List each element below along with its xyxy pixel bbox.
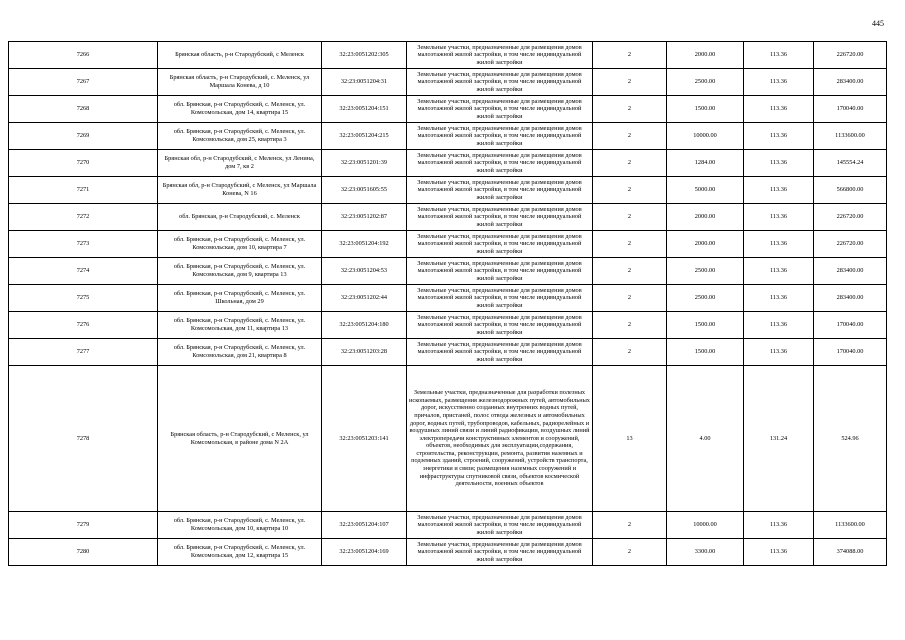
row-number-cell: 7268: [9, 96, 158, 123]
land-use-cell: Земельные участки, предназначенные для размещения домов малоэтажной жилой застройки, в том числе индивидуальной жилой застройки: [407, 539, 593, 566]
row-number-cell: 7278: [9, 366, 158, 512]
land-value-table: [8, 41, 887, 566]
row-number-cell: 7274: [9, 258, 158, 285]
cadastral-value-cell: 1133600.00: [814, 512, 887, 539]
land-use-cell: Земельные участки, предназначенные для размещения домов малоэтажной жилой застройки, в том числе индивидуальной жилой застройки: [407, 42, 593, 69]
category-cell: 2: [593, 150, 667, 177]
table-row: [9, 539, 887, 566]
area-cell: 2000.00: [667, 231, 744, 258]
address-cell: Брянская область, р-н Стародубский, с Меленск: [158, 42, 322, 69]
rate-cell: 113.36: [744, 339, 814, 366]
category-cell: 2: [593, 285, 667, 312]
row-number-cell: 7279: [9, 512, 158, 539]
area-cell: 1500.00: [667, 312, 744, 339]
land-use-cell: Земельные участки, предназначенные для размещения домов малоэтажной жилой застройки, в том числе индивидуальной жилой застройки: [407, 285, 593, 312]
table-row: [9, 339, 887, 366]
table-row: [9, 42, 887, 69]
page-number: 445: [872, 19, 884, 28]
cadastral-number-cell: 32:23:0051204:151: [322, 96, 407, 123]
cadastral-value-cell: 566800.00: [814, 177, 887, 204]
cadastral-value-cell: 145554.24: [814, 150, 887, 177]
land-use-cell: Земельные участки, предназначенные для разработки полезных ископаемых, размещения железнодорожных путей, автомобильных дорог, искусственно созданных внутренних водных путей, причалов, пристаней, полос отвода железных и автомобильных дорог, водных путей, трубопроводов, кабельных, радиорелейных и воздушных линий связи и линий радиофикации, воздушных линий электропередачи конструктивных элементов и сооружений, объектов, необходимых для эксплуатации,содержания, строительства, реконструкции, ремонта, развития наземных и подземных зданий, строений, сооружений, устройств транспорта, энергетики и связи; размещения наземных сооружений и инфраструктуры спутниковой связи, объектов космической деятельности, военных объектов: [407, 366, 593, 512]
address-cell: Брянская обл, р-н Стародубский, с Меленск, ул Ленина, дом 7, кв 2: [158, 150, 322, 177]
row-number-cell: 7272: [9, 204, 158, 231]
table-row: [9, 366, 887, 512]
cadastral-number-cell: 32:23:0051204:53: [322, 258, 407, 285]
row-number-cell: 7276: [9, 312, 158, 339]
cadastral-value-cell: 1133600.00: [814, 123, 887, 150]
rate-cell: 113.36: [744, 69, 814, 96]
address-cell: обл. Брянская, р-н Стародубский, с. Меленск: [158, 204, 322, 231]
cadastral-value-cell: 283400.00: [814, 69, 887, 96]
land-use-cell: Земельные участки, предназначенные для размещения домов малоэтажной жилой застройки, в том числе индивидуальной жилой застройки: [407, 204, 593, 231]
rate-cell: 113.36: [744, 231, 814, 258]
area-cell: 2500.00: [667, 69, 744, 96]
land-use-cell: Земельные участки, предназначенные для размещения домов малоэтажной жилой застройки, в том числе индивидуальной жилой застройки: [407, 231, 593, 258]
category-cell: 2: [593, 204, 667, 231]
address-cell: обл. Брянская, р-н Стародубский, с. Меленск, ул. Комсомольская, дом 12, квартира 15: [158, 539, 322, 566]
area-cell: 3300.00: [667, 539, 744, 566]
land-use-cell: Земельные участки, предназначенные для размещения домов малоэтажной жилой застройки, в том числе индивидуальной жилой застройки: [407, 177, 593, 204]
land-use-cell: Земельные участки, предназначенные для размещения домов малоэтажной жилой застройки, в том числе индивидуальной жилой застройки: [407, 150, 593, 177]
land-use-cell: Земельные участки, предназначенные для размещения домов малоэтажной жилой застройки, в том числе индивидуальной жилой застройки: [407, 96, 593, 123]
cadastral-value-cell: 524.96: [814, 366, 887, 512]
cadastral-number-cell: 32:23:0051605:55: [322, 177, 407, 204]
cadastral-number-cell: 32:23:0051204:215: [322, 123, 407, 150]
cadastral-number-cell: 32:23:0051204:31: [322, 69, 407, 96]
address-cell: обл. Брянская, р-н Стародубский, с. Меленск, ул. Школьная, дом 29: [158, 285, 322, 312]
category-cell: 2: [593, 69, 667, 96]
row-number-cell: 7269: [9, 123, 158, 150]
table-row: [9, 204, 887, 231]
table-row: [9, 285, 887, 312]
table-row: [9, 258, 887, 285]
cadastral-value-cell: 226720.00: [814, 231, 887, 258]
table-row: [9, 512, 887, 539]
area-cell: 2000.00: [667, 204, 744, 231]
cadastral-number-cell: 32:23:0051203:141: [322, 366, 407, 512]
rate-cell: 113.36: [744, 204, 814, 231]
rate-cell: 113.36: [744, 150, 814, 177]
address-cell: Брянская обл, р-н Стародубский, с Меленск, ул Маршала Конева, N 16: [158, 177, 322, 204]
row-number-cell: 7271: [9, 177, 158, 204]
row-number-cell: 7277: [9, 339, 158, 366]
category-cell: 13: [593, 366, 667, 512]
row-number-cell: 7275: [9, 285, 158, 312]
table-row: [9, 177, 887, 204]
cadastral-number-cell: 32:23:0051202:87: [322, 204, 407, 231]
table-row: [9, 123, 887, 150]
row-number-cell: 7267: [9, 69, 158, 96]
category-cell: 2: [593, 312, 667, 339]
cadastral-number-cell: 32:23:0051204:180: [322, 312, 407, 339]
land-use-cell: Земельные участки, предназначенные для размещения домов малоэтажной жилой застройки, в том числе индивидуальной жилой застройки: [407, 258, 593, 285]
row-number-cell: 7280: [9, 539, 158, 566]
area-cell: 2500.00: [667, 258, 744, 285]
address-cell: обл. Брянская, р-н Стародубский, с. Меленск, ул. Комсомольская, дом 25, квартира 3: [158, 123, 322, 150]
category-cell: 2: [593, 258, 667, 285]
row-number-cell: 7273: [9, 231, 158, 258]
rate-cell: 131.24: [744, 366, 814, 512]
address-cell: обл. Брянская, р-н Стародубский, с. Меленск, ул. Комсомольская, дом 14, квартира 15: [158, 96, 322, 123]
table-row: [9, 69, 887, 96]
category-cell: 2: [593, 539, 667, 566]
rate-cell: 113.36: [744, 285, 814, 312]
cadastral-value-cell: 226720.00: [814, 204, 887, 231]
address-cell: обл. Брянская, р-н Стародубский, с. Меленск, ул. Комсомольская, дом 10, квартира 7: [158, 231, 322, 258]
category-cell: 2: [593, 512, 667, 539]
rate-cell: 113.36: [744, 539, 814, 566]
cadastral-value-cell: 170040.00: [814, 339, 887, 366]
cadastral-value-cell: 283400.00: [814, 285, 887, 312]
area-cell: 2500.00: [667, 285, 744, 312]
address-cell: обл. Брянская, р-н Стародубский, с. Меленск, ул. Комсомольская, дом 11, квартира 13: [158, 312, 322, 339]
row-number-cell: 7266: [9, 42, 158, 69]
rate-cell: 113.36: [744, 42, 814, 69]
address-cell: Брянская область, р-н Стародубский, с Меленск, ул Комсомольская, в районе дома N 2А: [158, 366, 322, 512]
table-row: [9, 96, 887, 123]
category-cell: 2: [593, 231, 667, 258]
address-cell: Брянская область, р-н Стародубский, с. Меленск, ул Маршала Конева, д 10: [158, 69, 322, 96]
cadastral-number-cell: 32:23:0051201:39: [322, 150, 407, 177]
rate-cell: 113.36: [744, 312, 814, 339]
row-number-cell: 7270: [9, 150, 158, 177]
area-cell: 2000.00: [667, 42, 744, 69]
cadastral-value-cell: 226720.00: [814, 42, 887, 69]
land-use-cell: Земельные участки, предназначенные для размещения домов малоэтажной жилой застройки, в том числе индивидуальной жилой застройки: [407, 312, 593, 339]
land-use-cell: Земельные участки, предназначенные для размещения домов малоэтажной жилой застройки, в том числе индивидуальной жилой застройки: [407, 69, 593, 96]
address-cell: обл. Брянская, р-н Стародубский, с. Меленск, ул. Комсомольская, дом 21, квартира 8: [158, 339, 322, 366]
cadastral-value-cell: 170040.00: [814, 312, 887, 339]
rate-cell: 113.36: [744, 96, 814, 123]
rate-cell: 113.36: [744, 512, 814, 539]
area-cell: 10000.00: [667, 123, 744, 150]
cadastral-number-cell: 32:23:0051204:107: [322, 512, 407, 539]
rate-cell: 113.36: [744, 177, 814, 204]
cadastral-value-cell: 283400.00: [814, 258, 887, 285]
category-cell: 2: [593, 96, 667, 123]
cadastral-number-cell: 32:23:0051204:192: [322, 231, 407, 258]
area-cell: 1500.00: [667, 339, 744, 366]
land-use-cell: Земельные участки, предназначенные для размещения домов малоэтажной жилой застройки, в том числе индивидуальной жилой застройки: [407, 123, 593, 150]
area-cell: 4.00: [667, 366, 744, 512]
table-row: [9, 312, 887, 339]
cadastral-value-cell: 374088.00: [814, 539, 887, 566]
area-cell: 5000.00: [667, 177, 744, 204]
area-cell: 10000.00: [667, 512, 744, 539]
category-cell: 2: [593, 177, 667, 204]
cadastral-number-cell: 32:23:0051204:169: [322, 539, 407, 566]
cadastral-number-cell: 32:23:0051202:44: [322, 285, 407, 312]
category-cell: 2: [593, 339, 667, 366]
address-cell: обл. Брянская, р-н Стародубский, с. Меленск, ул. Комсомольская, дом 9, квартира 13: [158, 258, 322, 285]
table-row: [9, 231, 887, 258]
cadastral-number-cell: 32:23:0051202:305: [322, 42, 407, 69]
cadastral-number-cell: 32:23:0051203:28: [322, 339, 407, 366]
category-cell: 2: [593, 123, 667, 150]
category-cell: 2: [593, 42, 667, 69]
rate-cell: 113.36: [744, 258, 814, 285]
rate-cell: 113.36: [744, 123, 814, 150]
address-cell: обл. Брянская, р-н Стародубский, с. Меленск, ул. Комсомольская, дом 10, квартира 10: [158, 512, 322, 539]
cadastral-value-cell: 170040.00: [814, 96, 887, 123]
land-use-cell: Земельные участки, предназначенные для размещения домов малоэтажной жилой застройки, в том числе индивидуальной жилой застройки: [407, 512, 593, 539]
table-row: [9, 150, 887, 177]
area-cell: 1500.00: [667, 96, 744, 123]
area-cell: 1284.00: [667, 150, 744, 177]
land-use-cell: Земельные участки, предназначенные для размещения домов малоэтажной жилой застройки, в том числе индивидуальной жилой застройки: [407, 339, 593, 366]
